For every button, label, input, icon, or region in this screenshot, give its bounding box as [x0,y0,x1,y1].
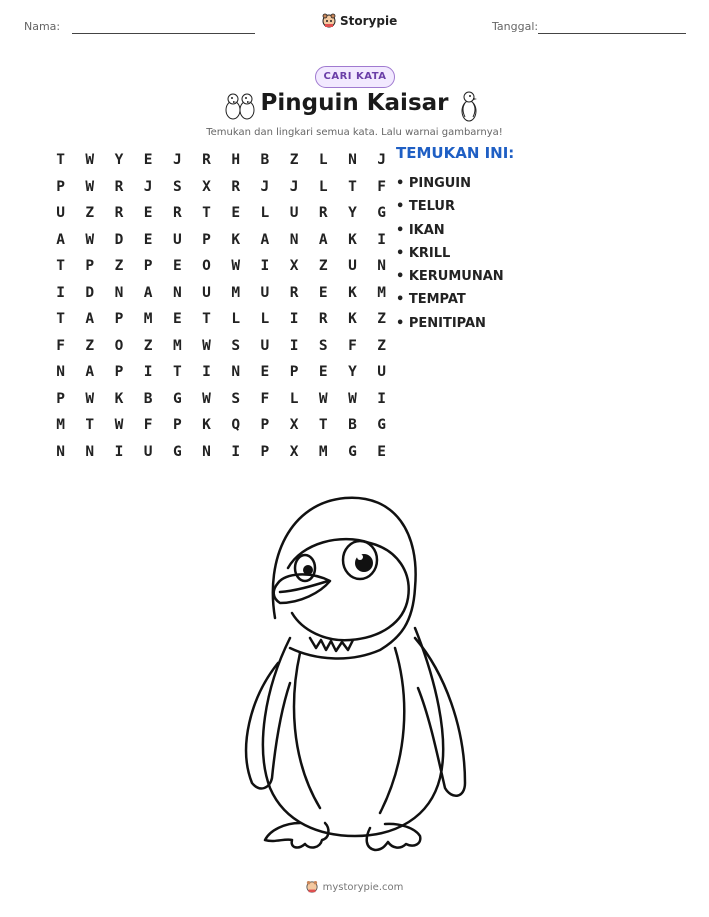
grid-letter[interactable]: I [114,443,124,460]
grid-letter[interactable]: R [114,205,124,221]
grid-letter[interactable]: L [260,205,270,221]
grid-letter[interactable]: Z [377,337,387,354]
word-list-item: • PENITIPAN [396,315,486,331]
grid-letter[interactable]: P [56,178,65,195]
grid-letter[interactable]: Z [377,311,387,327]
grid-letter[interactable]: W [202,337,211,354]
grid-letter[interactable]: N [56,443,65,460]
grid-letter[interactable]: J [289,178,299,195]
grid-letter[interactable]: R [318,311,328,327]
grid-letter[interactable]: X [289,417,299,433]
grid-letter[interactable]: Y [348,364,357,380]
grid-letter[interactable]: F [260,390,270,407]
grid-letter[interactable]: P [260,417,270,433]
grid-letter[interactable]: F [348,337,357,354]
word-list-item: • KRILL [396,245,451,261]
grid-letter[interactable]: L [318,178,328,195]
grid-letter[interactable]: L [289,390,299,407]
word-list-title: TEMUKAN INI: [396,144,515,162]
grid-letter[interactable]: I [377,390,387,407]
grid-row [46,386,396,413]
grid-letter[interactable]: I [377,231,387,248]
name-label: Nama: [24,20,61,33]
grid-letter[interactable]: X [202,178,211,195]
brand-name: Storypie [340,14,398,28]
storypie-mascot-icon [306,880,318,894]
grid-letter[interactable]: Z [114,258,124,274]
grid-letter[interactable]: Y [348,205,357,221]
grid-letter[interactable]: E [172,311,182,327]
grid-letter[interactable]: N [202,443,211,460]
grid-letter[interactable]: A [85,311,95,327]
grid-row [46,333,396,360]
grid-row [46,412,396,439]
grid-letter[interactable]: I [289,311,299,327]
word-list-item: • KERUMUNAN [396,269,504,285]
grid-letter[interactable]: W [85,178,95,195]
grid-letter[interactable]: N [56,364,65,380]
grid-letter[interactable]: U [260,284,270,301]
grid-letter[interactable]: F [143,417,153,433]
grid-letter[interactable]: S [231,337,241,354]
word-list [396,144,514,335]
grid-row [46,174,396,201]
grid-letter[interactable]: R [114,178,124,195]
grid-letter[interactable]: S [172,178,182,195]
grid-letter[interactable]: E [143,231,153,248]
grid-letter[interactable]: P [260,443,270,460]
grid-letter[interactable]: G [348,443,357,460]
grid-letter[interactable]: P [172,417,182,433]
grid-letter[interactable]: P [114,364,124,380]
grid-letter[interactable]: T [56,311,65,327]
grid-letter[interactable]: R [318,205,328,221]
penguin-coloring-illustration[interactable] [230,488,480,858]
grid-letter[interactable]: L [231,311,241,327]
grid-letter[interactable]: W [318,390,328,407]
grid-letter[interactable]: N [85,443,95,460]
grid-letter[interactable]: U [56,205,65,221]
grid-letter[interactable]: E [143,205,153,221]
grid-letter[interactable]: S [318,337,328,354]
grid-letter[interactable]: E [260,364,270,380]
grid-letter[interactable]: W [85,231,95,248]
grid-letter[interactable]: T [202,311,211,327]
grid-letter[interactable]: X [289,258,299,274]
grid-letter[interactable]: T [85,417,95,433]
grid-letter[interactable]: D [114,231,124,248]
grid-letter[interactable]: E [172,258,182,274]
grid-letter[interactable]: N [289,231,299,248]
grid-letter[interactable]: E [318,284,328,301]
grid-letter[interactable]: S [231,390,241,407]
grid-letter[interactable]: B [260,152,270,168]
grid-letter[interactable]: N [377,258,387,274]
grid-letter[interactable]: J [260,178,270,195]
grid-letter[interactable]: T [202,205,211,221]
grid-letter[interactable]: N [348,152,357,168]
grid-letter[interactable]: I [289,337,299,354]
grid-row [46,147,396,174]
grid-letter[interactable]: Y [114,152,124,168]
grid-letter[interactable]: W [202,390,211,407]
grid-letter[interactable]: G [172,390,182,407]
grid-row [46,200,396,227]
grid-letter[interactable]: K [114,390,124,407]
grid-letter[interactable]: R [231,178,241,195]
grid-letter[interactable]: Z [143,337,153,354]
grid-letter[interactable]: H [231,152,241,168]
grid-row [46,359,396,386]
grid-letter[interactable]: Z [85,337,95,354]
grid-letter[interactable]: M [377,284,387,301]
grid-letter[interactable]: M [143,311,153,327]
worksheet-header [0,0,709,50]
grid-letter[interactable]: T [56,258,65,274]
grid-letter[interactable]: P [143,258,153,274]
grid-letter[interactable]: U [348,258,357,274]
grid-letter[interactable]: P [202,231,211,248]
grid-letter[interactable]: I [143,364,153,380]
grid-letter[interactable]: N [172,284,182,301]
grid-letter[interactable]: A [318,231,328,248]
grid-letter[interactable]: U [377,364,387,380]
grid-row [46,439,396,466]
word-list-item: • PINGUIN [396,176,472,191]
word-list-item: • TELUR [396,199,455,215]
grid-letter[interactable]: A [85,364,95,380]
grid-letter[interactable]: O [114,337,124,354]
grid-letter[interactable]: K [348,231,357,248]
grid-letter[interactable]: G [377,417,387,433]
grid-letter[interactable]: Z [85,205,95,221]
instructions: Temukan dan lingkari semua kata. Lalu warnai gambarnya! [206,127,503,138]
grid-letter[interactable]: N [231,364,241,380]
grid-letter[interactable]: U [202,284,211,301]
grid-letter[interactable]: J [172,152,182,168]
grid-letter[interactable]: Z [289,152,299,168]
grid-letter[interactable]: W [114,417,124,433]
date-line[interactable] [538,33,686,34]
footer [0,880,709,894]
grid-letter[interactable]: I [56,284,65,301]
grid-letter[interactable]: L [318,152,328,168]
name-line[interactable] [72,33,255,34]
grid-letter[interactable]: J [377,152,387,168]
grid-row [46,253,396,280]
grid-letter[interactable]: G [172,443,182,460]
grid-letter[interactable]: D [85,284,95,301]
storypie-mascot-icon [322,13,336,29]
grid-letter[interactable]: U [172,231,182,248]
word-list-item: • TEMPAT [396,292,466,308]
word-list-item: • IKAN [396,222,445,238]
page-title: Pinguin Kaisar [260,90,449,116]
grid-row [46,227,396,254]
grid-letter[interactable]: K [202,417,211,433]
grid-letter[interactable]: W [85,152,95,168]
penguin-icon [458,90,480,122]
grid-letter[interactable]: W [231,258,241,274]
grid-letter[interactable]: K [231,231,241,248]
grid-letter[interactable]: T [348,178,357,195]
grid-letter[interactable]: P [56,390,65,407]
grid-letter[interactable]: E [377,443,387,460]
grid-row [46,306,396,333]
grid-letter[interactable]: K [348,311,357,327]
grid-letter[interactable]: I [231,443,241,460]
brand-logo [322,13,397,29]
grid-letter[interactable]: J [143,178,153,195]
grid-letter[interactable]: T [56,152,65,168]
grid-letter[interactable]: P [85,258,95,274]
grid-letter[interactable]: I [260,258,270,274]
grid-letter[interactable]: W [348,390,357,407]
grid-letter[interactable]: U [143,443,153,460]
grid-letter[interactable]: A [56,231,65,248]
date-label: Tanggal: [492,20,539,33]
grid-letter[interactable]: T [318,417,328,433]
grid-letter[interactable]: M [56,417,65,433]
grid-letter[interactable]: R [172,205,182,221]
word-search-grid[interactable] [46,147,396,465]
grid-letter[interactable]: F [377,178,387,195]
grid-letter[interactable]: M [318,443,328,460]
grid-letter[interactable]: N [114,284,124,301]
footer-url[interactable]: mystorypie.com [322,881,404,893]
grid-letter[interactable]: G [377,205,387,221]
grid-letter[interactable]: K [348,284,357,301]
grid-letter[interactable]: I [202,364,211,380]
grid-letter[interactable]: L [260,311,270,327]
grid-letter[interactable]: R [202,152,211,168]
activity-badge: CARI KATA [315,66,395,88]
grid-row [46,280,396,307]
grid-letter[interactable]: E [318,364,328,380]
grid-letter[interactable]: A [143,284,153,301]
grid-letter[interactable]: A [260,231,270,248]
grid-letter[interactable]: E [143,152,153,168]
grid-letter[interactable]: O [202,258,211,274]
grid-letter[interactable]: X [289,443,299,460]
grid-letter[interactable]: E [231,205,241,221]
grid-letter[interactable]: T [172,364,182,380]
grid-letter[interactable]: M [231,284,241,301]
grid-letter[interactable]: W [85,390,95,407]
grid-letter[interactable]: P [114,311,124,327]
grid-letter[interactable]: M [172,337,182,354]
grid-letter[interactable]: P [289,364,299,380]
grid-letter[interactable]: R [289,284,299,301]
grid-letter[interactable]: B [348,417,357,433]
grid-letter[interactable]: Z [318,258,328,274]
grid-letter[interactable]: U [289,205,299,221]
grid-letter[interactable]: Q [231,417,241,433]
grid-letter[interactable]: U [260,337,270,354]
grid-letter[interactable]: B [143,390,153,407]
grid-letter[interactable]: F [56,337,65,354]
